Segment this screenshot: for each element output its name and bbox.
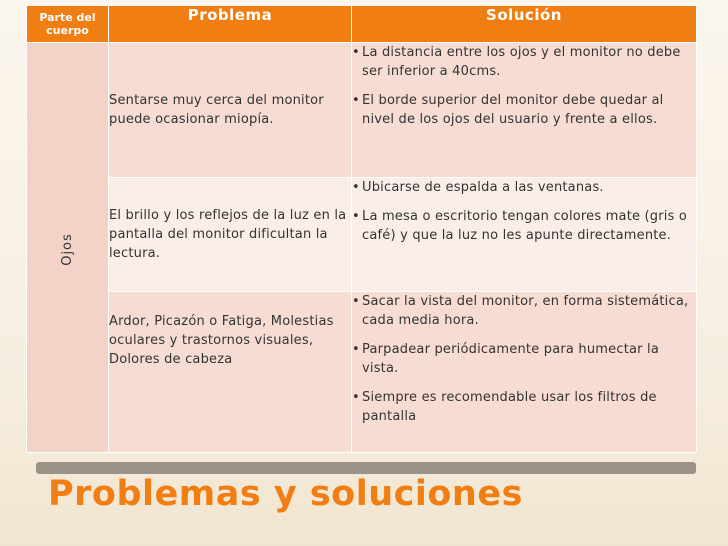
solution-item: • La mesa o escritorio tengan colores mate (gris o café) y que la luz no les apunte directamente. [352, 209, 688, 243]
solution-cell [352, 292, 697, 453]
problem-text: Sentarse muy cerca del monitor puede ocasionar miopía. [109, 93, 324, 127]
solution-item: • Sacar la vista del monitor, en forma sistemática, cada media hora. [352, 294, 689, 328]
problem-cell [109, 292, 352, 453]
header-solution: Solución [352, 6, 697, 43]
table-row [27, 292, 697, 453]
solution-cell [352, 43, 697, 178]
solution-cell [352, 178, 697, 292]
body-part-cell [27, 43, 109, 453]
table-header-row [27, 6, 697, 43]
body-part-label: Ojos [59, 233, 75, 266]
table-row [27, 43, 697, 178]
table-row [27, 178, 697, 292]
problems-solutions-table [26, 5, 697, 453]
solution-item: • Parpadear periódicamente para humectar la vista. [352, 342, 660, 376]
slide-title: Problemas y soluciones [48, 474, 523, 514]
solution-item: • La distancia entre los ojos y el monitor no debe ser inferior a 40cms. [352, 45, 681, 79]
header-problem: Problema [109, 6, 352, 43]
solution-item: • Ubicarse de espalda a las ventanas. [352, 180, 604, 195]
problem-text: Ardor, Picazón o Fatiga, Molestias oculares y trastornos visuales, Dolores de cabeza [109, 314, 334, 367]
solution-item: • El borde superior del monitor debe quedar al nivel de los ojos del usuario y frente a ellos. [352, 93, 664, 127]
table-shadow-bar [36, 462, 696, 474]
solution-item: • Siempre es recomendable usar los filtros de pantalla [352, 390, 657, 424]
problem-cell [109, 178, 352, 292]
header-body-part: Parte del cuerpo [27, 6, 109, 43]
problem-text: El brillo y los reflejos de la luz en la pantalla del monitor dificultan la lectura. [109, 208, 347, 261]
problem-cell [109, 43, 352, 178]
